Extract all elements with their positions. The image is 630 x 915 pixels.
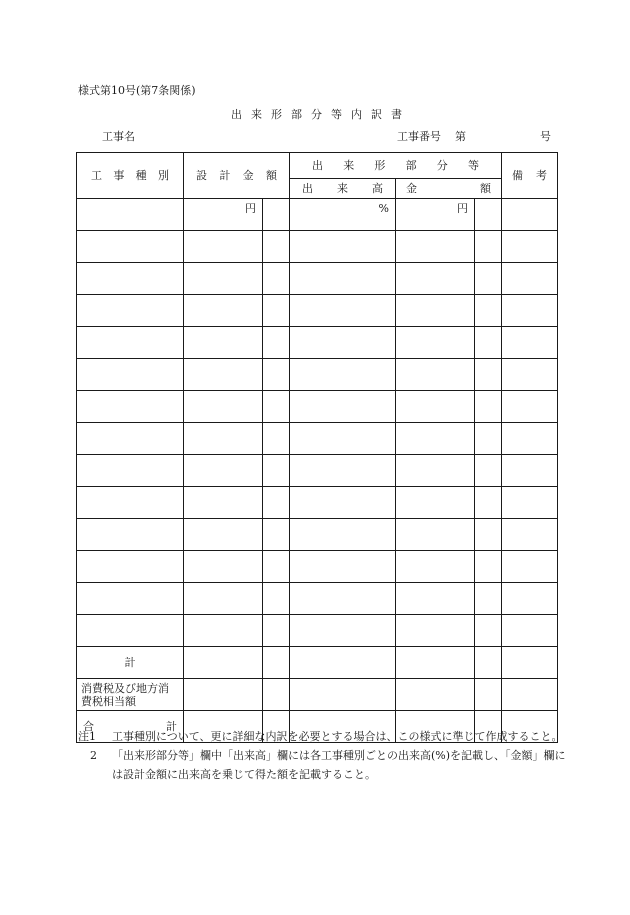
header-amount	[396, 179, 502, 199]
cell-tax-amount-sub	[475, 679, 502, 711]
cell-rate	[290, 391, 396, 423]
cell-design-sub	[263, 615, 290, 647]
cell-work-type	[77, 519, 184, 551]
header-amount-text	[406, 182, 491, 195]
cell-design-sub	[263, 423, 290, 455]
cell-remarks	[502, 263, 558, 295]
header-work-type-text	[91, 169, 169, 182]
cell-work-type	[77, 263, 184, 295]
cell-amount-sub	[475, 359, 502, 391]
cell-rate	[290, 231, 396, 263]
cell-remarks	[502, 455, 558, 487]
cell-design-sub	[263, 583, 290, 615]
header-progress-group	[290, 153, 502, 179]
cell-rate	[290, 295, 396, 327]
cell-remarks	[502, 391, 558, 423]
cell-amount-sub	[475, 487, 502, 519]
header-char: 額	[265, 169, 277, 182]
cell-total-design-sub	[263, 647, 290, 679]
construction-number-label: 工事番号	[397, 130, 441, 143]
cell-design	[184, 391, 263, 423]
cell-amount-sub	[475, 583, 502, 615]
header-char: 金	[406, 182, 417, 195]
cell-design-sub	[263, 519, 290, 551]
cell-total-amount	[396, 647, 475, 679]
cell-work-type	[77, 231, 184, 263]
cell-remarks	[502, 615, 558, 647]
header-progress-rate	[290, 179, 396, 199]
table-row	[77, 519, 558, 551]
header-char: 金	[242, 169, 254, 182]
table-row	[77, 487, 558, 519]
cell-work-type	[77, 615, 184, 647]
table-row-tax	[77, 679, 558, 711]
header-char: 考	[536, 169, 547, 182]
cell-amount-sub	[475, 295, 502, 327]
cell-amount-sub	[475, 327, 502, 359]
header-char: 高	[372, 182, 383, 195]
table-row	[77, 391, 558, 423]
cell-amount-sub	[475, 199, 502, 231]
cell-remarks	[502, 519, 558, 551]
cell-amount-sub	[475, 615, 502, 647]
cell-rate	[290, 519, 396, 551]
cell-rate	[290, 359, 396, 391]
header-char: 出	[312, 159, 323, 172]
unit-percent: %	[290, 199, 396, 231]
cell-amount	[396, 295, 475, 327]
cell-amount-sub	[475, 519, 502, 551]
cell-work-type	[77, 583, 184, 615]
cell-design	[184, 487, 263, 519]
header-char: 計	[219, 169, 231, 182]
note-2	[78, 746, 568, 784]
cell-design	[184, 455, 263, 487]
header-remarks-text	[512, 169, 547, 182]
note-1	[78, 727, 568, 746]
construction-number-prefix: 第	[455, 130, 466, 143]
cell-amount	[396, 263, 475, 295]
cell-amount	[396, 487, 475, 519]
grand-total-label-left: 合	[83, 720, 94, 733]
table-row	[77, 295, 558, 327]
cell-rate	[290, 583, 396, 615]
cell-work-type	[77, 423, 184, 455]
table-row	[77, 423, 558, 455]
cell-design	[184, 327, 263, 359]
cell-amount	[396, 231, 475, 263]
cell-rate	[290, 487, 396, 519]
cell-design-sub	[263, 263, 290, 295]
table-row	[77, 327, 558, 359]
note-1-number: 注1	[78, 730, 96, 743]
cell-rate	[290, 455, 396, 487]
cell-design	[184, 231, 263, 263]
cell-amount	[396, 615, 475, 647]
cell-amount	[396, 551, 475, 583]
cell-amount	[396, 519, 475, 551]
cell-amount	[396, 359, 475, 391]
cell-amount-sub	[475, 455, 502, 487]
form-number: 様式第10号(第7条関係)	[78, 84, 196, 97]
header-progress-rate-text	[302, 182, 383, 195]
note-2-number: 2	[90, 749, 97, 762]
cell-total-amount-sub	[475, 647, 502, 679]
cell-design	[184, 551, 263, 583]
table-row	[77, 263, 558, 295]
header-char: 事	[113, 169, 125, 182]
cell-design-sub	[263, 231, 290, 263]
cell-rate	[290, 615, 396, 647]
header-char: 形	[374, 159, 386, 172]
breakdown-table	[76, 152, 558, 743]
cell-amount-sub	[475, 423, 502, 455]
cell-remarks	[502, 583, 558, 615]
cell-design-sub	[263, 391, 290, 423]
header-work-type	[77, 153, 184, 199]
cell-amount	[396, 327, 475, 359]
cell-amount	[396, 391, 475, 423]
header-char: 等	[467, 159, 479, 172]
header-char: 設	[196, 169, 207, 182]
cell-amount-sub	[475, 231, 502, 263]
cell-amount-sub	[475, 551, 502, 583]
document-title: 出来形部分等内訳書	[231, 108, 411, 121]
cell-rate	[290, 551, 396, 583]
cell-design-sub	[263, 551, 290, 583]
cell-work-type	[77, 391, 184, 423]
table-row	[77, 551, 558, 583]
notes	[78, 727, 568, 784]
grand-total-label-right: 計	[166, 720, 177, 733]
header-char: 分	[436, 159, 448, 172]
header-char: 種	[135, 169, 147, 182]
note-2-text: 「出来形部分等」欄中「出来高」欄には各工事種別ごとの出来高(%)を記載し、「金額」欄には設計金額に出来高を乗じて得た額を記載すること。	[112, 749, 566, 781]
unit-yen-design: 円	[184, 199, 263, 231]
cell-total-remarks	[502, 647, 558, 679]
table-row-total	[77, 647, 558, 679]
cell-amount-sub	[475, 263, 502, 295]
table-row	[77, 583, 558, 615]
cell-design	[184, 519, 263, 551]
cell-remarks	[502, 359, 558, 391]
cell-rate	[290, 423, 396, 455]
cell-remarks	[502, 231, 558, 263]
header-char: 別	[157, 169, 169, 182]
header-design-amount	[184, 153, 290, 199]
cell-design-sub	[263, 199, 290, 231]
cell-remarks	[502, 487, 558, 519]
cell-design-sub	[263, 295, 290, 327]
header-design-amount-text	[196, 169, 277, 182]
table-row	[77, 455, 558, 487]
note-1-text: 工事種別について、更に詳細な内訳を必要とする場合は、この様式に準じて作成すること。	[112, 730, 563, 743]
header-char: 来	[337, 182, 348, 195]
cell-remarks	[502, 295, 558, 327]
cell-design	[184, 423, 263, 455]
cell-tax-design	[184, 679, 263, 711]
cell-tax-amount	[396, 679, 475, 711]
header-char: 来	[343, 159, 355, 172]
header-char: 備	[512, 169, 523, 182]
cell-design-sub	[263, 327, 290, 359]
cell-work-type	[77, 551, 184, 583]
table-row	[77, 231, 558, 263]
cell-design	[184, 295, 263, 327]
construction-name-label: 工事名	[102, 130, 135, 143]
cell-design	[184, 263, 263, 295]
table-row	[77, 615, 558, 647]
cell-work-type	[77, 199, 184, 231]
cell-amount	[396, 423, 475, 455]
table-row	[77, 359, 558, 391]
tax-label: 消費税及び地方消費税相当額	[77, 679, 184, 711]
total-label: 計	[77, 647, 184, 679]
cell-tax-remarks	[502, 679, 558, 711]
header-char: 部	[405, 159, 417, 172]
cell-work-type	[77, 455, 184, 487]
cell-amount	[396, 455, 475, 487]
cell-remarks	[502, 551, 558, 583]
table-row-units	[77, 199, 558, 231]
cell-work-type	[77, 359, 184, 391]
cell-amount	[396, 583, 475, 615]
unit-yen-amount: 円	[396, 199, 475, 231]
cell-total-design	[184, 647, 263, 679]
cell-design	[184, 359, 263, 391]
cell-tax-design-sub	[263, 679, 290, 711]
cell-rate	[290, 327, 396, 359]
cell-tax-rate	[290, 679, 396, 711]
cell-design	[184, 583, 263, 615]
cell-design-sub	[263, 359, 290, 391]
construction-number-suffix: 号	[540, 130, 551, 143]
cell-remarks	[502, 327, 558, 359]
header-char: 出	[302, 182, 313, 195]
cell-work-type	[77, 487, 184, 519]
cell-work-type	[77, 295, 184, 327]
header-char: 工	[91, 169, 102, 182]
cell-total-rate	[290, 647, 396, 679]
cell-rate	[290, 263, 396, 295]
cell-amount-sub	[475, 391, 502, 423]
cell-remarks	[502, 199, 558, 231]
cell-work-type	[77, 327, 184, 359]
header-char: 額	[480, 182, 491, 195]
header-progress-group-text	[312, 159, 479, 172]
cell-remarks	[502, 423, 558, 455]
cell-design-sub	[263, 487, 290, 519]
cell-design-sub	[263, 455, 290, 487]
header-remarks	[502, 153, 558, 199]
cell-design	[184, 615, 263, 647]
